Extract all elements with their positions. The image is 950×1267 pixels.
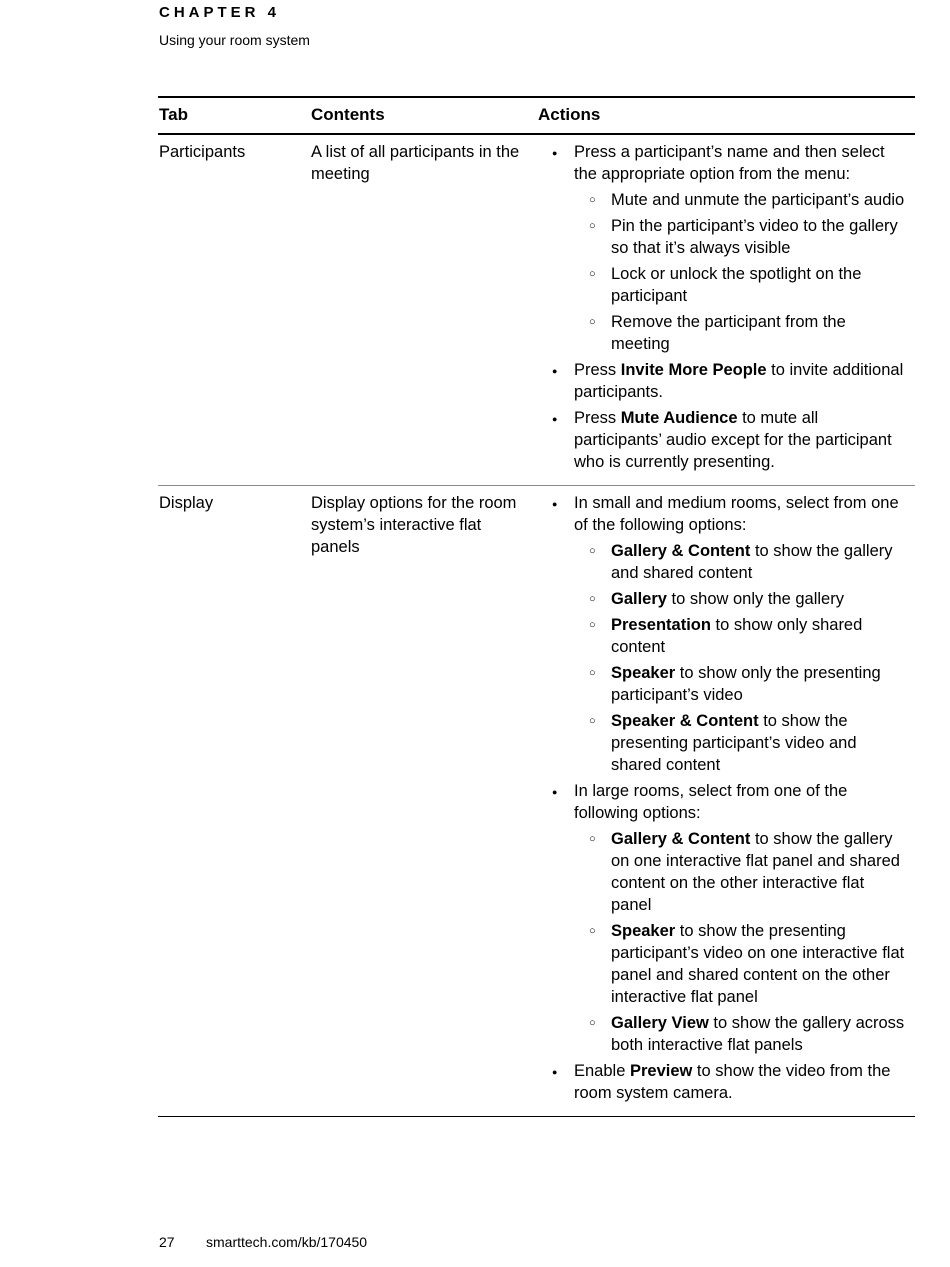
header-contents: Contents [311, 105, 385, 124]
list-item: ○ Remove the participant from the meeting [611, 311, 907, 355]
cell-actions [537, 134, 915, 486]
ui-term: Speaker [611, 664, 676, 682]
chapter-subtitle: Using your room system [159, 32, 310, 48]
cell-contents: Display options for the room system’s interactive flat panels [311, 494, 517, 556]
ui-term: Gallery & Content [611, 830, 751, 848]
header-actions: Actions [538, 105, 601, 124]
list-item [611, 540, 907, 584]
list-item [611, 828, 907, 916]
header-tab: Tab [159, 105, 188, 124]
list-item [574, 1060, 907, 1104]
list-item: ○ Pin the participant’s video to the gallery so that it’s always visible [611, 215, 907, 259]
action-text: to show only the presenting participant’s video [611, 664, 881, 704]
list-item [611, 614, 907, 658]
list-item: ○ Mute and unmute the participant’s audio [611, 189, 907, 211]
action-text: to show the gallery across both interactive flat panels [611, 1014, 905, 1054]
footer-url: smarttech.com/kb/170450 [206, 1234, 368, 1250]
action-text: Press [574, 361, 621, 379]
table-row-participants [158, 134, 915, 486]
ui-term: Gallery & Content [611, 542, 751, 560]
list-item [574, 407, 907, 473]
ui-term: Speaker [611, 922, 676, 940]
table-row-display [158, 486, 915, 1117]
chapter-label: CHAPTER 4 [159, 4, 281, 21]
sub-list [574, 189, 907, 355]
sub-list [574, 540, 907, 776]
action-text: In large rooms, select from one of the following options: [574, 782, 848, 822]
ui-term: Gallery View [611, 1014, 709, 1032]
ui-term: Preview [629, 1062, 693, 1080]
list-item [574, 141, 907, 355]
list-item [574, 780, 907, 1056]
list-item [611, 662, 907, 706]
action-text: to show the gallery on one interactive flat panel and shared content on the other interactive flat panel [611, 830, 900, 914]
ui-term: Invite More People [620, 361, 767, 379]
list-item [611, 1012, 907, 1056]
ui-term: Mute Audience [620, 409, 738, 427]
list-item [611, 710, 907, 776]
room-system-tabs-table [158, 96, 915, 1117]
actions-list [537, 141, 907, 473]
action-text: to show only shared content [611, 616, 863, 656]
actions-list [537, 492, 907, 1104]
list-item [574, 492, 907, 776]
list-item [611, 588, 907, 610]
action-text: Press [574, 409, 621, 427]
action-text: to show the video from the room system camera. [574, 1062, 891, 1102]
cell-actions [537, 486, 915, 1117]
ui-term: Presentation [611, 616, 711, 634]
action-text: to show only the gallery [666, 590, 844, 608]
action-text: to invite additional participants. [574, 361, 904, 401]
cell-tab: Display [159, 494, 214, 512]
table-header-row [158, 97, 915, 134]
action-text: Press a participant’s name and then select the appropriate option from the menu: [574, 143, 885, 183]
action-text: to mute all participants’ audio except for the participant who is currently presenting. [574, 409, 892, 471]
ui-term: Speaker & Content [611, 712, 759, 730]
action-text: Enable [574, 1062, 630, 1080]
action-text: to show the gallery and shared content [611, 542, 893, 582]
action-text: In small and medium rooms, select from one of the following options: [574, 494, 899, 534]
ui-term: Gallery [611, 590, 667, 608]
action-text: to show the presenting participant’s video on one interactive flat panel and shared content on the other interactive flat panel [611, 922, 905, 1006]
list-item [611, 920, 907, 1008]
list-item [574, 359, 907, 403]
cell-tab: Participants [159, 143, 246, 161]
page-number: 27 [159, 1234, 175, 1250]
action-text: to show the presenting participant’s video and shared content [611, 712, 857, 774]
list-item: ○ Lock or unlock the spotlight on the participant [611, 263, 907, 307]
cell-contents: A list of all participants in the meeting [311, 143, 520, 183]
sub-list [574, 828, 907, 1056]
